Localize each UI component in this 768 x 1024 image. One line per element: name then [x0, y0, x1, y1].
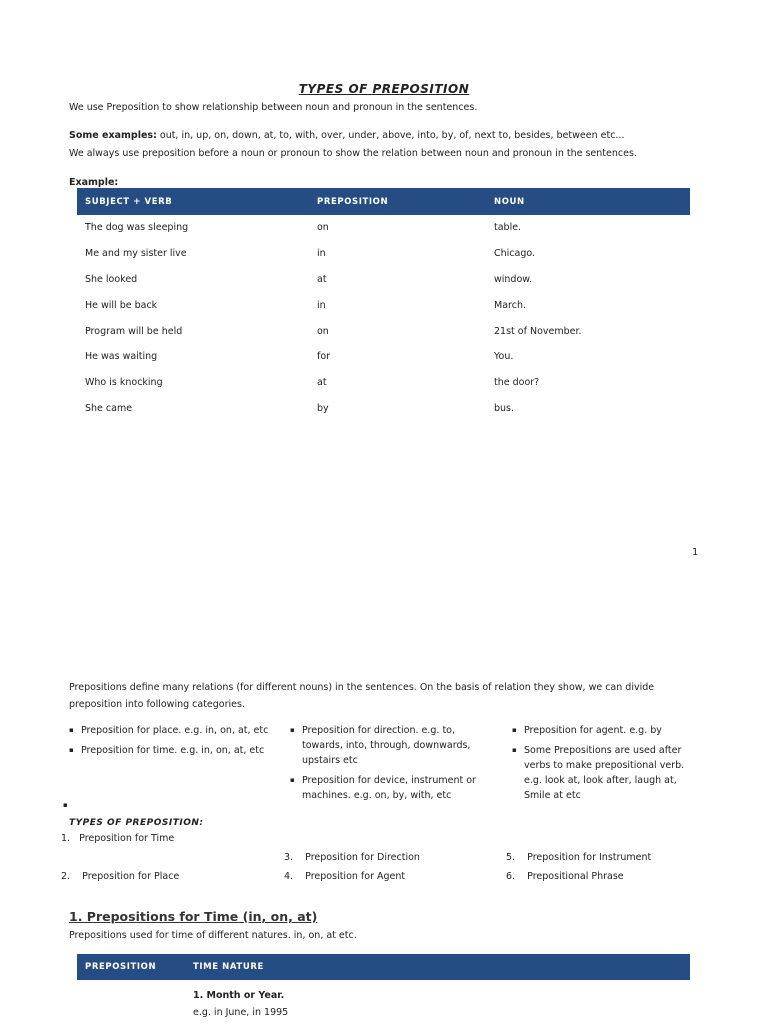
table-cell: He will be back: [85, 299, 158, 311]
table-cell: The dog was sleeping: [85, 222, 189, 234]
list-item: ▪ Preposition for device, instrument or machines. e.g. on, by, with, etc: [290, 773, 490, 803]
intro-text: We use Preposition to show relationship between noun and pronoun in the sentences.: [69, 102, 478, 113]
bullet-list-col1: [69, 723, 269, 763]
column-header: TIME NATURE: [193, 962, 264, 972]
table-header-row: [77, 188, 690, 215]
relations-text-line2: preposition into following categories.: [69, 699, 245, 710]
examples-text: out, in, up, on, down, at, to, with, over, under, above, into, by, of, next to, besides, between etc...: [156, 130, 625, 141]
type-label: Preposition for Agent: [305, 871, 406, 882]
table-row: [77, 318, 690, 344]
example-label: Example:: [69, 177, 119, 188]
table-row: [77, 292, 690, 318]
table-cell: in: [317, 248, 326, 260]
type-label: Preposition for Instrument: [527, 852, 652, 863]
time-row-title: 1. Month or Year.: [193, 990, 285, 1001]
section-intro: Prepositions used for time of different natures. in, on, at etc.: [69, 930, 357, 941]
type-item: [506, 852, 651, 863]
table-cell: 21st of November.: [494, 325, 582, 337]
table-cell: the door?: [494, 377, 540, 389]
type-number: 6.: [506, 871, 516, 882]
type-label: Preposition for Time: [79, 833, 175, 844]
type-item: [284, 852, 420, 863]
list-item: ▪ Some Prepositions are used after verbs to make prepositional verb. e.g. look at, look after, laugh at, Smile at etc: [512, 743, 692, 803]
always-text: We always use preposition before a noun or pronoun to show the relation between noun and pronoun in the sentences.: [69, 148, 637, 159]
table-cell: Program will be held: [85, 325, 183, 337]
type-label: Preposition for Direction: [305, 852, 420, 863]
type-item: [61, 833, 174, 844]
table-cell: Me and my sister live: [85, 248, 187, 260]
table-row: [77, 396, 690, 422]
table-cell: Who is knocking: [85, 377, 163, 389]
column-header: NOUN: [486, 188, 690, 215]
type-number: 3.: [284, 852, 294, 863]
table-cell: She came: [85, 402, 133, 414]
table-cell: She looked: [85, 273, 138, 285]
column-header: SUBJECT + VERB: [77, 188, 309, 215]
table-cell: bus.: [494, 402, 515, 414]
type-number: 1.: [61, 833, 71, 844]
bullet-list-col3: [512, 723, 692, 808]
time-row-example: e.g. in June, in 1995: [193, 1007, 289, 1018]
table-cell: You.: [494, 351, 514, 363]
list-item: ▪ Preposition for direction. e.g. to, towards, into, through, downwards, upstairs etc: [290, 723, 490, 768]
examples-label: Some examples:: [69, 130, 157, 141]
column-header: PREPOSITION: [85, 962, 157, 972]
type-item: [61, 871, 179, 882]
table-cell: window.: [494, 273, 533, 285]
table-row: [77, 267, 690, 293]
table-cell: at: [317, 273, 327, 285]
column-header: PREPOSITION: [309, 188, 486, 215]
type-number: 5.: [506, 852, 516, 863]
table-cell: table.: [494, 222, 522, 234]
table-row: [77, 241, 690, 267]
table-cell: March.: [494, 299, 526, 311]
list-item: ▪ Preposition for agent. e.g. by: [512, 723, 692, 738]
relations-text-line1: Prepositions define many relations (for different nouns) in the sentences. On the basis of relation they show, we can divide: [69, 682, 655, 693]
table-cell: on: [317, 222, 329, 234]
type-item: [284, 871, 405, 882]
table-cell: by: [317, 402, 329, 414]
examples-line: [69, 130, 624, 141]
list-item: ▪ Preposition for time. e.g. in, on, at, etc: [69, 743, 269, 758]
table-cell: for: [317, 351, 331, 363]
type-label: Preposition for Place: [82, 871, 180, 882]
table-row: [77, 370, 690, 396]
bullet-list-col2: [290, 723, 490, 808]
section-heading: 1. Prepositions for Time (in, on, at): [69, 909, 318, 924]
empty-bullet-icon: ▪: [63, 801, 68, 809]
examples-table: [77, 188, 690, 421]
table-cell: Chicago.: [494, 248, 536, 260]
type-item: [506, 871, 624, 882]
type-label: Prepositional Phrase: [527, 871, 624, 882]
list-item: ▪ Preposition for place. e.g. in, on, at, etc: [69, 723, 269, 738]
table-cell: at: [317, 377, 327, 389]
table-row: [77, 344, 690, 370]
page-number: 1: [692, 547, 699, 558]
table-cell: He was waiting: [85, 351, 158, 363]
types-heading: TYPES OF PREPOSITION:: [69, 818, 204, 828]
page-title: TYPES OF PREPOSITION: [298, 82, 470, 96]
type-number: 4.: [284, 871, 294, 882]
type-number: 2.: [61, 871, 71, 882]
table-cell: on: [317, 325, 329, 337]
table-cell: in: [317, 299, 326, 311]
time-table-header: [77, 954, 690, 980]
table-row: [77, 215, 690, 241]
